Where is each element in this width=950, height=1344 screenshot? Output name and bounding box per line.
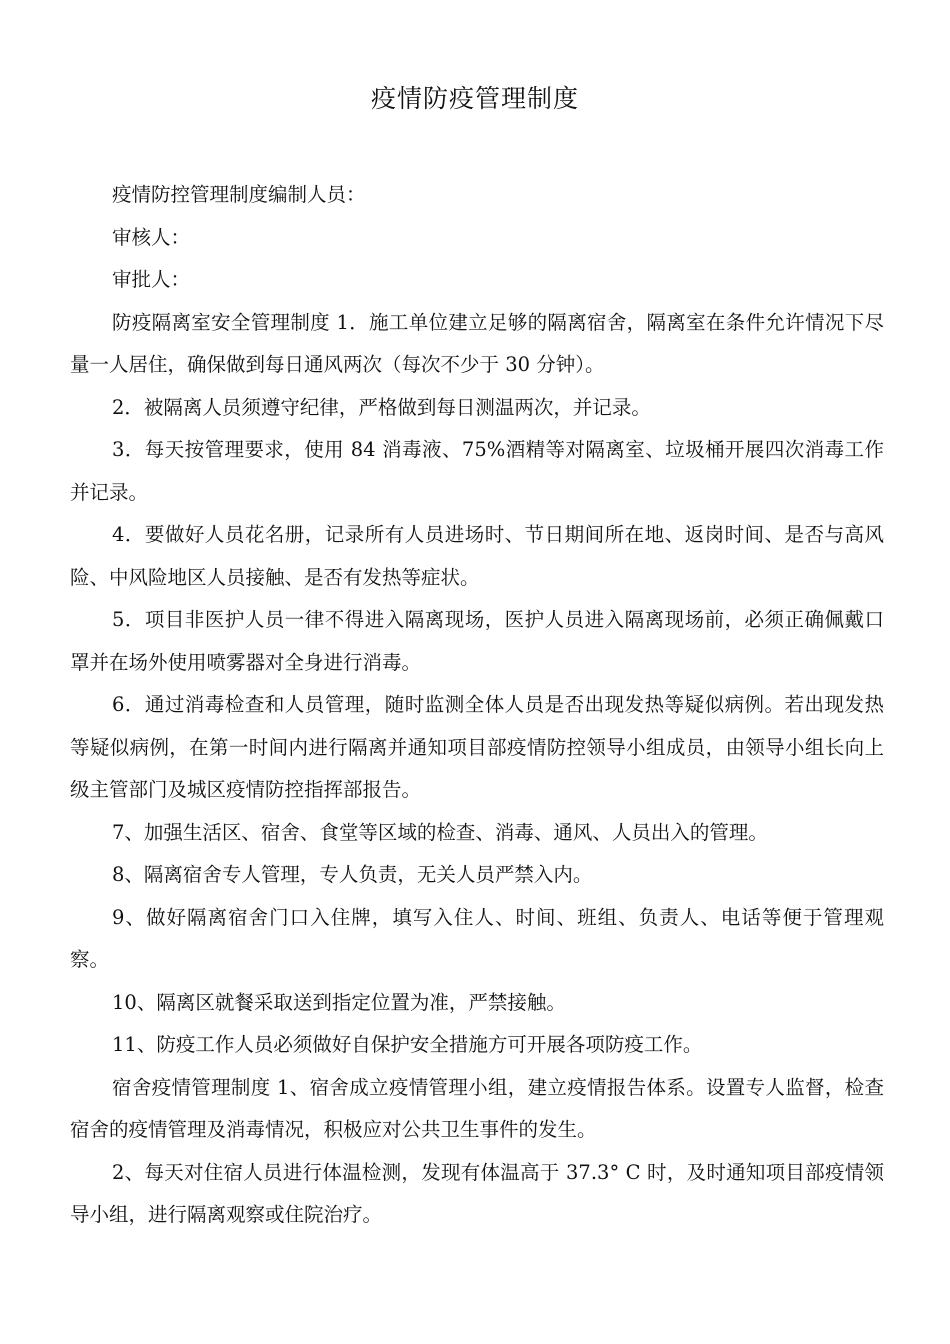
paragraph-isolation-rule-8: 8、隔离宿舍专人管理，专人负责，无关人员严禁入内。 (112, 863, 593, 886)
paragraph-compiler: 疫情防控管理制度编制人员： (112, 183, 366, 206)
paragraph-isolation-rule-1: 防疫隔离室安全管理制度 1．施工单位建立足够的隔离宿舍，隔离室在条件允许情况下尽量一人居住，确保做到每日通风两次（每次不少于 30 分钟）。 (70, 310, 884, 376)
paragraph-approver: 审批人： (112, 268, 191, 291)
paragraph-isolation-rule-4: 4．要做好人员花名册，记录所有人员进场时、节日期间所在地、返岗时间、是否与高风险、中风险地区人员接触、是否有发热等症状。 (70, 523, 884, 589)
paragraph-isolation-rule-2: 2．被隔离人员须遵守纪律，严格做到每日测温两次，并记录。 (112, 395, 651, 419)
paragraph-isolation-rule-11: 11、防疫工作人员必须做好自保护安全措施方可开展各项防疫工作。 (112, 1033, 703, 1056)
paragraph-isolation-rule-6: 6．通过消毒检查和人员管理，随时监测全体人员是否出现发热等疑似病例。若出现发热等疑似病例，在第一时间内进行隔离并通知项目部疫情防控领导小组成员，由领导小组长向上级主管部门及城区疫情防控指挥部报告。 (70, 693, 884, 801)
paragraph-isolation-rule-5: 5．项目非医护人员一律不得进入隔离现场，医护人员进入隔离现场前，必须正确佩戴口罩并在场外使用喷雾器对全身进行消毒。 (70, 608, 884, 674)
paragraph-isolation-rule-9: 9、做好隔离宿舍门口入住牌，填写入住人、时间、班组、负责人、电话等便于管理观察。 (70, 905, 884, 971)
paragraph-reviewer: 审核人： (112, 225, 191, 249)
document-body (70, 174, 884, 1237)
document-title: 疫情防疫管理制度 (370, 84, 579, 113)
paragraph-isolation-rule-7: 7、加强生活区、宿舍、食堂等区域的检查、消毒、通风、人员出入的管理。 (112, 820, 768, 844)
paragraph-dormitory-rule-1: 宿舍疫情管理制度 1、宿舍成立疫情管理小组，建立疫情报告体系。设置专人监督，检查宿舍的疫情管理及消毒情况，积极应对公共卫生事件的发生。 (70, 1075, 884, 1141)
paragraph-dormitory-rule-2: 2、每天对住宿人员进行体温检测，发现有体温高于 37.3° C 时，及时通知项目部疫情领导小组，进行隔离观察或住院治疗。 (70, 1160, 884, 1226)
paragraph-isolation-rule-10: 10、隔离区就餐采取送到指定位置为准，严禁接触。 (112, 990, 566, 1014)
paragraph-isolation-rule-3: 3．每天按管理要求，使用 84 消毒液、75%酒精等对隔离室、垃圾桶开展四次消毒工作并记录。 (70, 438, 884, 504)
